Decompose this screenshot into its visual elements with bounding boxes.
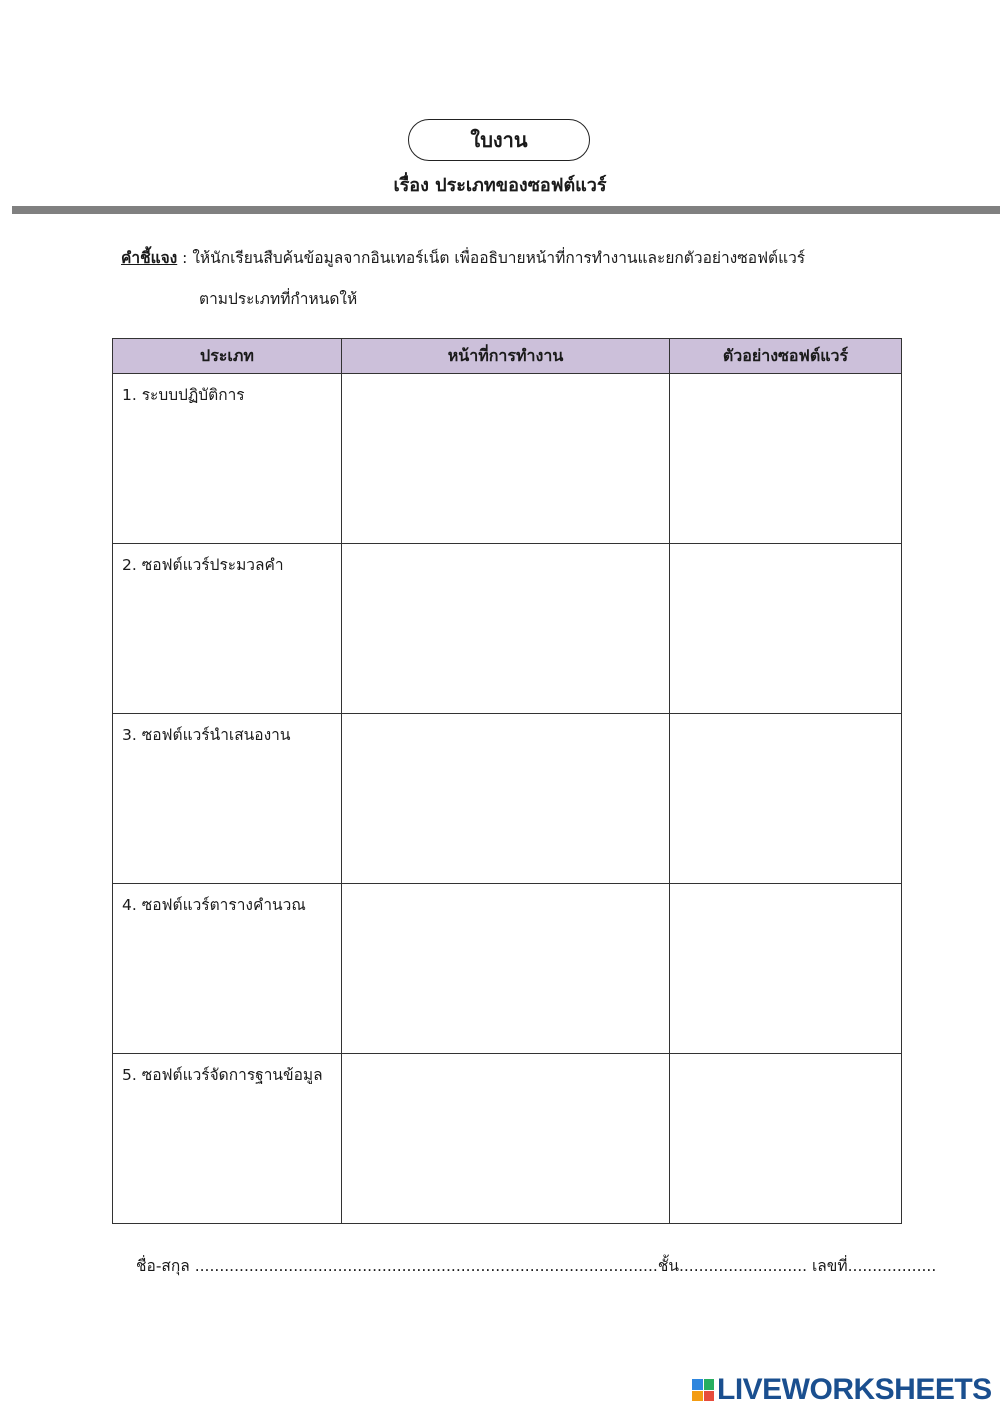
logo-blocks-icon xyxy=(692,1379,714,1401)
instructions-line-2: ตามประเภทที่กำหนดให้ xyxy=(199,290,358,308)
function-answer-cell[interactable] xyxy=(342,714,670,884)
header-example: ตัวอย่างซอฟต์แวร์ xyxy=(670,339,902,374)
example-answer-cell[interactable] xyxy=(670,374,902,544)
header-function: หน้าที่การทำงาน xyxy=(342,339,670,374)
row-type-label: 3. ซอฟต์แวร์นำเสนองาน xyxy=(113,714,342,884)
instructions-line-1 xyxy=(121,245,805,270)
worksheet-title: ใบงาน xyxy=(408,119,590,161)
header-type: ประเภท xyxy=(113,339,342,374)
function-answer-cell[interactable] xyxy=(342,544,670,714)
header-divider xyxy=(12,206,1000,214)
example-answer-cell[interactable] xyxy=(670,1054,902,1224)
worksheet-subtitle: เรื่อง ประเภทของซอฟต์แวร์ xyxy=(393,175,607,196)
liveworksheets-logo[interactable] xyxy=(692,1373,992,1407)
row-type-label: 5. ซอฟต์แวร์จัดการฐานข้อมูล xyxy=(113,1054,342,1224)
instructions-label: คำชี้แจง xyxy=(121,249,178,267)
worksheet-table xyxy=(112,338,902,1224)
function-answer-cell[interactable] xyxy=(342,884,670,1054)
table-row xyxy=(113,374,902,544)
table-row xyxy=(113,714,902,884)
table-header-row xyxy=(113,339,902,374)
row-type-label: 2. ซอฟต์แวร์ประมวลคำ xyxy=(113,544,342,714)
table-row xyxy=(113,884,902,1054)
instructions-separator: : xyxy=(177,249,193,267)
student-info-line: ชื่อ-สกุล ..............................................................................................ชั้น.......................... เลขที่.................. xyxy=(136,1257,937,1275)
logo-text: LIVEWORKSHEETS xyxy=(717,1373,992,1406)
instructions-text-1: ให้นักเรียนสืบค้นข้อมูลจากอินเทอร์เน็ต เพื่ออธิบายหน้าที่การทำงานและยกตัวอย่างซอฟต์แวร์ xyxy=(192,249,806,267)
function-answer-cell[interactable] xyxy=(342,1054,670,1224)
row-type-label: 4. ซอฟต์แวร์ตารางคำนวณ xyxy=(113,884,342,1054)
row-type-label: 1. ระบบปฏิบัติการ xyxy=(113,374,342,544)
table-row xyxy=(113,1054,902,1224)
example-answer-cell[interactable] xyxy=(670,884,902,1054)
example-answer-cell[interactable] xyxy=(670,714,902,884)
table-row xyxy=(113,544,902,714)
example-answer-cell[interactable] xyxy=(670,544,902,714)
function-answer-cell[interactable] xyxy=(342,374,670,544)
